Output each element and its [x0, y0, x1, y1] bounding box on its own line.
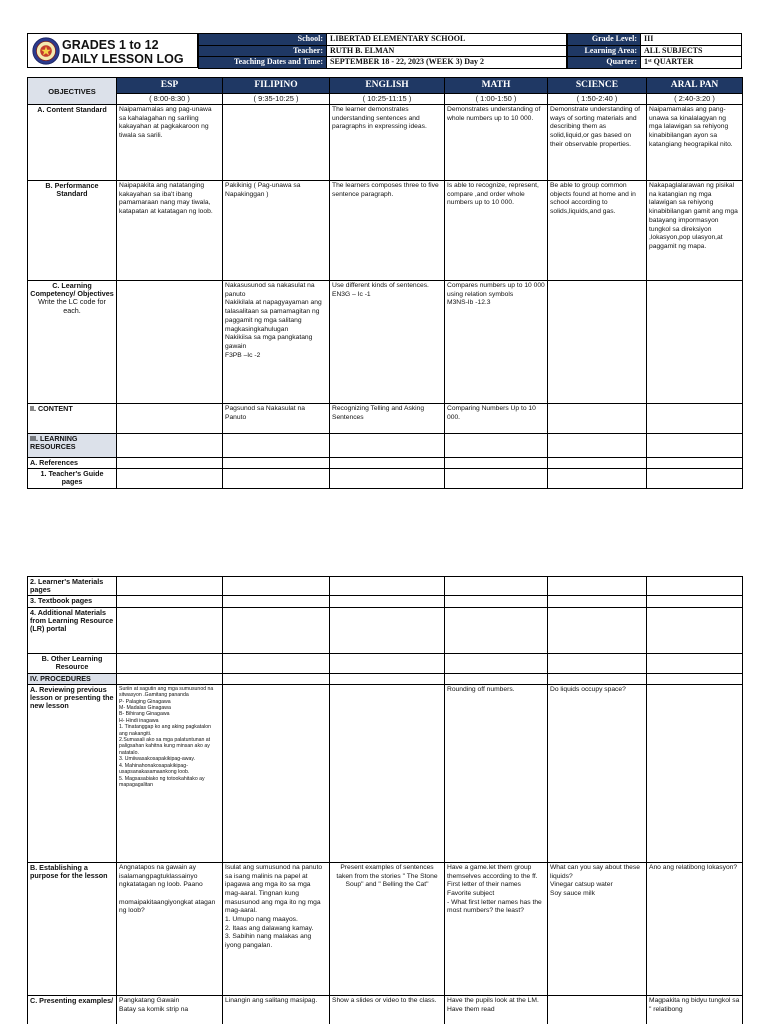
table-cell[interactable]: [548, 596, 647, 607]
form-title-line2: DAILY LESSON LOG: [62, 52, 184, 66]
table-cell[interactable]: [647, 653, 743, 673]
table-row: [28, 281, 743, 404]
school-label: School:: [199, 34, 327, 46]
row-label-text: 2. Learner's Materials pages: [30, 577, 104, 595]
row-label-iii-learning-resources: [28, 434, 117, 458]
table-cell[interactable]: Isulat ang sumusunod na panuto sa isang malinis na papel at ipagawa ang mga ito sa mga mag-aaral. Tingnan kung masusunod ang mga ito ng mga mag-aaral. 1. Umupo nang maayos. 2. Itaas ang dalawang kamay. 3. Sabihin nang malakas ang iyong pangalan.: [223, 862, 330, 995]
table-cell[interactable]: [445, 434, 548, 458]
table-cell[interactable]: [330, 684, 445, 862]
table-cell[interactable]: [548, 577, 647, 596]
table-cell[interactable]: [117, 653, 223, 673]
row-label-b-establishing-a-purpose-for-t: [28, 862, 117, 995]
table-cell[interactable]: Ano ang relatibong lokasyon?: [647, 862, 743, 995]
time-english: ( 10:25-11:15 ): [330, 94, 445, 105]
table-cell[interactable]: Naipamamalas ang pang-unawa sa kinalalagyan ng mga lalawigan sa rehiyong kinabibilangan ayon sa katangiang heograpikal nito.: [647, 105, 743, 181]
time-filipino: ( 9:35-10:25 ): [223, 94, 330, 105]
quarter-label: Quarter:: [568, 57, 641, 69]
table-cell[interactable]: [445, 653, 548, 673]
time-science: ( 1:50-2:40 ): [548, 94, 647, 105]
time-math: ( 1:00-1:50 ): [445, 94, 548, 105]
table-cell[interactable]: [223, 596, 330, 607]
time-esp: ( 8:00-8:30 ): [117, 94, 223, 105]
school-info-table: [198, 33, 567, 69]
table-row: [28, 404, 743, 434]
row-label-3-textbook-pages: [28, 596, 117, 607]
row-label-text: 4. Additional Materials from Learning Resource (LR) portal: [30, 607, 114, 634]
table-cell[interactable]: [445, 577, 548, 596]
table-row: [28, 673, 743, 684]
table-cell[interactable]: Show a slides or video to the class.: [330, 995, 445, 1024]
table-cell[interactable]: [548, 434, 647, 458]
row-label-a-reviewing-previous-lesson-or: [28, 684, 117, 862]
row-label-b-other-learning-resource: [28, 653, 117, 673]
table-cell[interactable]: Suriin at sagutin ang mga sumusunod na sitwasyon .Gamitang pananda P- Palaging Ginagawa M- Madalas Ginagawa B- Bihirang Ginagawa H- Hindi inagawa 1. Tinatanggap ko ang aking pagkatalon ang nakangiti. 2.Sumasali ako sa mga palatuntunan at paligsahan kahitna kung minsan ako ay natatalo. 3. Umiiwasakosapakikipag-away. 4. Mahinahonakosapakikipag-usapsanakasamaankong loob. 5. Magsasabiako ng totookahitako ay mapagagalitan: [117, 684, 223, 862]
table-row: [28, 596, 743, 607]
row-label-text: A. References: [30, 458, 78, 467]
table-cell[interactable]: Recognizing Telling and Asking Sentences: [330, 404, 445, 434]
table-cell[interactable]: Present examples of sentences taken from the stories " The Stone Soup" and " Belling the Cat": [330, 862, 445, 995]
row-label-text: A. Reviewing previous lesson or presenting the new lesson: [30, 684, 114, 711]
school-value: LIBERTAD ELEMENTARY SCHOOL: [327, 34, 567, 46]
table-cell[interactable]: [330, 434, 445, 458]
row-label-a-references: [28, 458, 117, 469]
table-cell[interactable]: Rounding off numbers.: [445, 684, 548, 862]
table-cell[interactable]: Do liquids occupy space?: [548, 684, 647, 862]
row-label-b-performance-standard: [28, 181, 117, 281]
table-row: [28, 684, 743, 862]
row-label-text: A. Content Standard: [37, 105, 107, 114]
grade-label: Grade Level:: [568, 34, 641, 46]
table-cell[interactable]: [548, 458, 647, 469]
table-cell[interactable]: [117, 458, 223, 469]
table-cell[interactable]: [548, 469, 647, 489]
table-cell[interactable]: [647, 404, 743, 434]
row-label-c-presenting-examples: [28, 995, 117, 1024]
quarter-word: QUARTER: [651, 57, 694, 67]
table-cell[interactable]: [330, 673, 445, 684]
table-cell[interactable]: Demonstrate understanding of ways of sorting materials and describing them as solid,liquid,or gas based on their observable properties.: [548, 105, 647, 181]
table-row: [28, 862, 743, 995]
table-cell[interactable]: Angnatapos na gawain ay isalamangpagtuklassainyo ngkatatagan ng loob. Paano momaipakitaangiyongkat atagan ng loob?: [117, 862, 223, 995]
table-cell[interactable]: Naipamamalas ang pag-unawa sa kahalagahan ng sariling kakayahan at pagkakaroon ng tiwala sa sarili.: [117, 105, 223, 181]
area-value: ALL SUBJECTS: [641, 45, 742, 57]
table-cell[interactable]: [223, 673, 330, 684]
table-cell[interactable]: [548, 281, 647, 404]
table-row: [28, 434, 743, 458]
table-cell[interactable]: [548, 653, 647, 673]
table-row: [28, 469, 743, 489]
table-cell[interactable]: [117, 281, 223, 404]
table-cell[interactable]: [548, 995, 647, 1024]
objectives-table: [27, 77, 743, 489]
dates-value: SEPTEMBER 18 - 22, 2023 (WEEK 3) Day 2: [327, 57, 567, 69]
logo-title-box: [27, 33, 198, 68]
table-row: [28, 458, 743, 469]
table-cell[interactable]: [445, 673, 548, 684]
table-cell[interactable]: Be able to group common objects found at home and in school according to solids,liquids,and gas.: [548, 181, 647, 281]
row-label-c-learning-competency-objectiv: [28, 281, 117, 404]
quarter-number: 1: [644, 57, 648, 67]
table-cell[interactable]: [223, 577, 330, 596]
table-cell[interactable]: [223, 458, 330, 469]
table-cell[interactable]: [647, 434, 743, 458]
subject-filipino: FILIPINO: [223, 78, 330, 94]
table-cell[interactable]: Pakikinig ( Pag-unawa sa Napakinggan ): [223, 181, 330, 281]
table-cell[interactable]: [223, 434, 330, 458]
subject-english: ENGLISH: [330, 78, 445, 94]
table-cell[interactable]: What can you say about these liquids? Vinegar catsup water Soy sauce milk: [548, 862, 647, 995]
teacher-value: RUTH B. ELMAN: [327, 45, 567, 57]
table-cell[interactable]: [548, 404, 647, 434]
table-cell[interactable]: [330, 607, 445, 653]
table-cell[interactable]: [647, 684, 743, 862]
table-cell[interactable]: [117, 577, 223, 596]
table-cell[interactable]: Nakapaglalarawan ng pisikal na katangian ng mga lalawigan sa rehiyong kinabibilangan gamit ang mga batayang impormasyon tungkol sa direksiyon ,lokasyon,pop ulasyon,at paggamit ng mapa.: [647, 181, 743, 281]
table-cell[interactable]: [445, 469, 548, 489]
objectives-heading: OBJECTIVES: [28, 78, 117, 105]
table-cell[interactable]: Pangkatang Gawain Batay sa komik strip na: [117, 995, 223, 1024]
table-cell[interactable]: Comparing Numbers Up to 10 000.: [445, 404, 548, 434]
area-label: Learning Area:: [568, 45, 641, 57]
row-label-text: B. Other Learning Resource: [41, 653, 103, 671]
table-cell[interactable]: [330, 653, 445, 673]
table-cell[interactable]: [117, 673, 223, 684]
dates-label: Teaching Dates and Time:: [199, 57, 327, 69]
table-cell[interactable]: [117, 607, 223, 653]
table-cell[interactable]: Demonstrates understanding of whole numbers up to 10 000.: [445, 105, 548, 181]
table-cell[interactable]: [223, 105, 330, 181]
table-cell[interactable]: [647, 577, 743, 596]
time-aralpan: ( 2:40-3:20 ): [647, 94, 743, 105]
table-cell[interactable]: Nakasusunod sa nakasulat na panuto Nakikilala at napagyayaman ang talasalitaan sa pamamagitan ng paggamit ng mga salitang magkasingkahulugan Nakikiisa sa mga pangkatang gawain F3PB –Ic -2: [223, 281, 330, 404]
table-cell[interactable]: Linangin ang salitang masipag.: [223, 995, 330, 1024]
table-cell[interactable]: [117, 469, 223, 489]
table-row: [28, 607, 743, 653]
table-cell[interactable]: [445, 596, 548, 607]
table-row: [28, 653, 743, 673]
table-cell[interactable]: [647, 596, 743, 607]
table-cell[interactable]: [223, 653, 330, 673]
row-label-iv-procedures: [28, 673, 117, 684]
row-label-text: B. Performance Standard: [45, 181, 99, 199]
row-label-4-additional-materials-from-le: [28, 607, 117, 653]
table-cell[interactable]: [445, 607, 548, 653]
table-cell[interactable]: The learners composes three to five sentence paragraph.: [330, 181, 445, 281]
table-cell[interactable]: [548, 607, 647, 653]
subject-esp: ESP: [117, 78, 223, 94]
table-cell[interactable]: The learner demonstrates understanding sentences and paragraphs in expressing ideas.: [330, 105, 445, 181]
table-cell[interactable]: Magpakita ng bidyu tungkol sa " relatibong: [647, 995, 743, 1024]
procedures-table: [27, 576, 743, 1024]
quarter-suffix: st: [648, 59, 652, 65]
table-row: [28, 577, 743, 596]
lesson-log-header: [27, 33, 742, 68]
row-label-text: C. Presenting examples/: [30, 995, 114, 1005]
table-cell[interactable]: Have the pupils look at the LM. Have them read: [445, 995, 548, 1024]
row-label-a-content-standard: [28, 105, 117, 181]
subject-science: SCIENCE: [548, 78, 647, 94]
table-cell[interactable]: [223, 684, 330, 862]
row-label-2-learner-s-materials-pages: [28, 577, 117, 596]
row-label-text: III. LEARNING RESOURCES: [30, 434, 78, 452]
table-cell[interactable]: [117, 596, 223, 607]
table-cell[interactable]: [647, 458, 743, 469]
table-cell[interactable]: [117, 404, 223, 434]
table-cell[interactable]: Use different kinds of sentences. EN3G – Ic -1: [330, 281, 445, 404]
row-label-text: II. CONTENT: [30, 404, 73, 413]
table-row: [28, 995, 743, 1024]
row-label-text: C. Learning Competency/ Objectives: [30, 281, 114, 299]
row-label-text: 1. Teacher's Guide pages: [40, 469, 104, 487]
table-cell[interactable]: [548, 673, 647, 684]
table-cell[interactable]: [330, 469, 445, 489]
grade-value: III: [641, 34, 742, 46]
table-cell[interactable]: [330, 577, 445, 596]
table-cell[interactable]: [330, 458, 445, 469]
row-label-text: B. Establishing a purpose for the lesson: [30, 862, 108, 881]
grade-info-table: [567, 33, 742, 69]
table-cell[interactable]: Pagsunod sa Nakasulat na Panuto: [223, 404, 330, 434]
form-title-line1: GRADES 1 to 12: [62, 38, 159, 52]
table-cell[interactable]: [647, 673, 743, 684]
table-cell[interactable]: [223, 607, 330, 653]
table-cell[interactable]: [647, 281, 743, 404]
table-row: [28, 181, 743, 281]
table-cell[interactable]: Is able to recognize, represent, compare ,and order whole numbers up to 10 000.: [445, 181, 548, 281]
table-cell[interactable]: Compares numbers up to 10 000 using relation symbols M3NS-Ib -12.3: [445, 281, 548, 404]
table-cell[interactable]: [330, 596, 445, 607]
deped-seal-icon: [32, 37, 60, 65]
subject-math: MATH: [445, 78, 548, 94]
row-label-1-teacher-s-guide-pages: [28, 469, 117, 489]
table-row: [28, 105, 743, 181]
table-cell[interactable]: Have a game.let them group themselves according to the ff. First letter of their names Favorite subject - What first letter names has the most numbers? the least?: [445, 862, 548, 995]
table-cell[interactable]: [223, 469, 330, 489]
row-label-text: IV. PROCEDURES: [30, 673, 91, 683]
subject-aralpan: ARAL PAN: [647, 78, 743, 94]
row-label-text: 3. Textbook pages: [30, 596, 93, 606]
table-cell[interactable]: Naipapakita ang natatanging kakayahan sa iba't ibang pamamaraan nang may tiwala, katapatan at katatagan ng loob.: [117, 181, 223, 281]
row-label-note: Write the LC code for each.: [38, 297, 106, 315]
table-cell[interactable]: [445, 458, 548, 469]
table-cell[interactable]: [647, 469, 743, 489]
teacher-label: Teacher:: [199, 45, 327, 57]
quarter-value: [641, 57, 742, 69]
table-cell[interactable]: [647, 607, 743, 653]
row-label-ii-content: [28, 404, 117, 434]
table-cell[interactable]: [117, 434, 223, 458]
